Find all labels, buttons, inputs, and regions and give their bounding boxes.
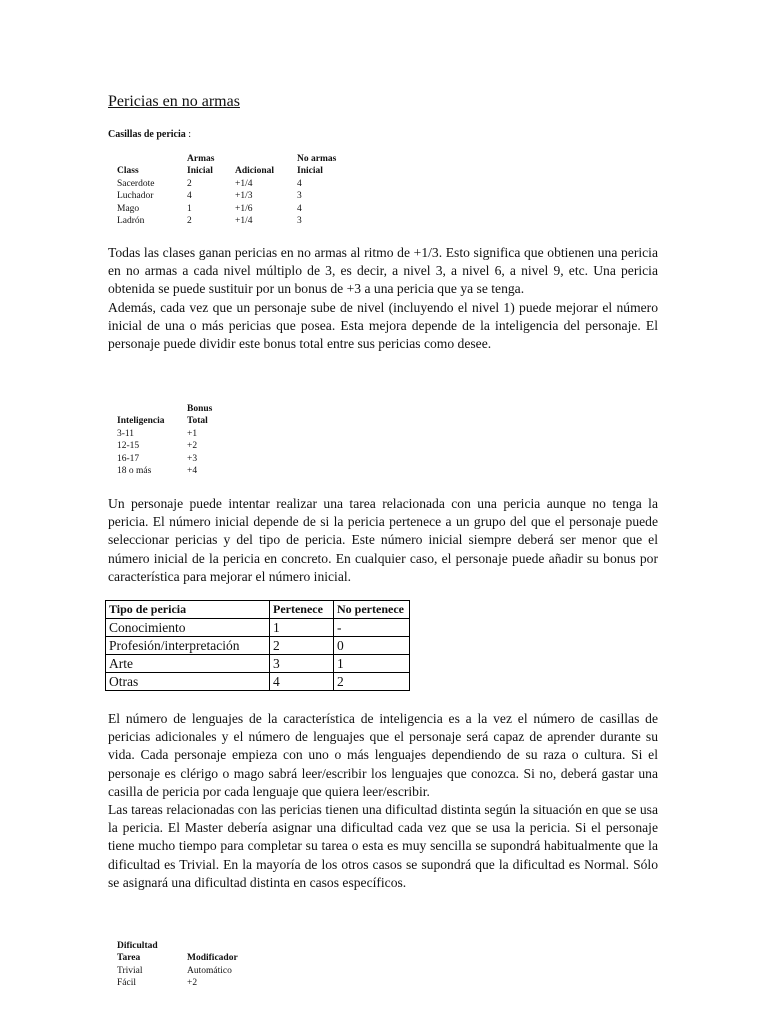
paragraph: Además, cada vez que un personaje sube de nivel (incluyendo el nivel 1) puede mejorar el número inicial de una o más pericias que posea. Esta mejora depende de la inteligencia del personaje. El personaje puede dividir este bonus total entre sus pericias como desee. <box>108 299 658 352</box>
table-header-row <box>117 952 257 964</box>
table-header-row <box>117 415 235 427</box>
table-row <box>117 977 257 989</box>
table-cell: +1 <box>187 428 198 439</box>
paragraph-pericias-ritmo <box>108 244 658 353</box>
table-cell: 1 <box>187 203 192 214</box>
table-header: No pertenece <box>334 601 410 619</box>
table-row <box>106 637 410 655</box>
table-row <box>117 428 235 440</box>
casillas-label <box>108 129 191 140</box>
table-header: Inicial <box>187 166 213 177</box>
paragraph-lenguajes-dificultad <box>108 710 658 892</box>
table-header: Modificador <box>187 953 238 964</box>
table-header <box>117 153 187 165</box>
table-header <box>117 403 187 415</box>
table-header: Pertenece <box>270 601 334 619</box>
table-row <box>106 619 410 637</box>
table-cell: Trivial <box>117 965 143 976</box>
table-cell: Mago <box>117 203 140 214</box>
paragraph-sin-pericia <box>108 495 658 586</box>
table-cell: 3 <box>270 655 334 673</box>
table-cell: - <box>334 619 410 637</box>
table-cell: +1/4 <box>235 216 253 227</box>
paragraph: Todas las clases ganan pericias en no armas al ritmo de +1/3. Esto significa que obtienen una pericia en no armas a cada nivel múltiplo de 3, es decir, a nivel 3, a nivel 6, a nivel 9, etc. Una pericia obtenida se puede sustituir por un bonus de +3 a una pericia que ya se tenga. <box>108 245 658 297</box>
table-header: Inteligencia <box>117 416 165 427</box>
table-cell: +1/4 <box>235 178 253 189</box>
table-cell: +1/6 <box>235 203 253 214</box>
table-cell: +4 <box>187 466 198 477</box>
table-cell: 4 <box>187 191 192 202</box>
table-row <box>117 203 357 215</box>
table-row <box>117 215 357 227</box>
table-header-row <box>117 403 235 415</box>
table-row <box>117 465 235 477</box>
table-header: Dificultad <box>117 941 158 951</box>
table-row <box>106 655 410 673</box>
paragraph: Las tareas relacionadas con las pericias tienen una dificultad distinta según la situación en que se usa la pericia. El Master debería asignar una dificultad cada vez que se usa la pericia. Si el personaje tiene mucho tiempo para completar su tarea o esta es muy sencilla se supondrá habitualmente que la dificultad es Trivial. En la mayoría de los otros casos se supondrá que la dificultad es Normal. Sólo se asignará una dificultad distinta en casos específicos. <box>108 802 658 890</box>
table-row <box>117 453 235 465</box>
table-cell: 4 <box>297 178 302 189</box>
table-cell: +2 <box>187 978 198 989</box>
table-header-row <box>117 940 257 952</box>
table-row <box>106 673 410 691</box>
table-header-row <box>117 153 357 165</box>
table-cell: 2 <box>187 178 192 189</box>
table-header-row <box>117 165 357 177</box>
table-header: Adicional <box>235 166 275 177</box>
table-cell: Otras <box>106 673 270 691</box>
table-cell: 16-17 <box>117 453 140 464</box>
table-cell: Automático <box>187 965 232 976</box>
table-row <box>117 440 235 452</box>
table-cell: 18 o más <box>117 466 152 477</box>
table-row <box>117 178 357 190</box>
casillas-table <box>117 153 357 227</box>
table-cell: +2 <box>187 441 198 452</box>
table-cell: 1 <box>334 655 410 673</box>
paragraph: El número de lenguajes de la característica de inteligencia es a la vez el número de casillas de pericias adicionales y el número de lenguajes que el personaje será capaz de aprender durante su vida. Cada personaje empieza con uno o más lenguajes dependiendo de su raza o cultura. Si el personaje es clérigo o mago sabrá leer/escribir los lenguajes que conozca. Si no, deberá gastar una casilla de pericia por cada lenguaje que quiera leer/escribir. <box>108 711 658 799</box>
table-cell: 4 <box>270 673 334 691</box>
table-cell: Sacerdote <box>117 178 155 189</box>
casillas-label-text: Casillas de pericia <box>108 129 186 140</box>
table-cell: 2 <box>187 216 192 227</box>
table-cell: Luchador <box>117 191 154 202</box>
table-cell: +3 <box>187 453 198 464</box>
paragraph: Un personaje puede intentar realizar una tarea relacionada con una pericia aunque no tenga la pericia. El número inicial depende de si la pericia pertenece a un grupo del que el personaje puede seleccionar pericias y del tipo de pericia. Este número inicial siempre deberá ser menor que el número inicial de la pericia en concreto. En cualquier caso, el personaje puede añadir su bonus por característica para mejorar el número inicial. <box>108 496 658 584</box>
table-header-row <box>106 601 410 619</box>
table-cell: Fácil <box>117 978 136 989</box>
table-header: Tipo de pericia <box>106 601 270 619</box>
table-cell: +1/3 <box>235 191 253 202</box>
casillas-label-suffix: : <box>185 129 192 140</box>
table-cell: 1 <box>270 619 334 637</box>
table-header: Inicial <box>297 166 323 177</box>
dificultad-table <box>117 940 257 990</box>
table-header: Class <box>117 166 139 177</box>
page-title: Pericias en no armas <box>108 93 240 110</box>
table-cell: 2 <box>334 673 410 691</box>
table-cell: Arte <box>106 655 270 673</box>
tipo-pericia-table <box>105 600 410 691</box>
table-header: Bonus <box>187 404 213 414</box>
table-cell: Conocimiento <box>106 619 270 637</box>
table-cell: 4 <box>297 203 302 214</box>
table-cell: 12-15 <box>117 441 140 452</box>
table-cell: 2 <box>270 637 334 655</box>
table-header: Armas <box>187 154 215 164</box>
table-header: Tarea <box>117 953 141 964</box>
table-cell: Profesión/interpretación <box>106 637 270 655</box>
table-row <box>117 190 357 202</box>
table-cell: 3-11 <box>117 428 135 439</box>
table-cell: 3 <box>297 191 302 202</box>
table-row <box>117 965 257 977</box>
table-header: No armas <box>297 154 337 164</box>
table-cell: 3 <box>297 216 302 227</box>
table-cell: 0 <box>334 637 410 655</box>
inteligencia-table <box>117 403 235 477</box>
table-header: Total <box>187 416 208 427</box>
table-cell: Ladrón <box>117 216 145 227</box>
table-header <box>235 153 297 165</box>
table-header <box>187 940 257 952</box>
